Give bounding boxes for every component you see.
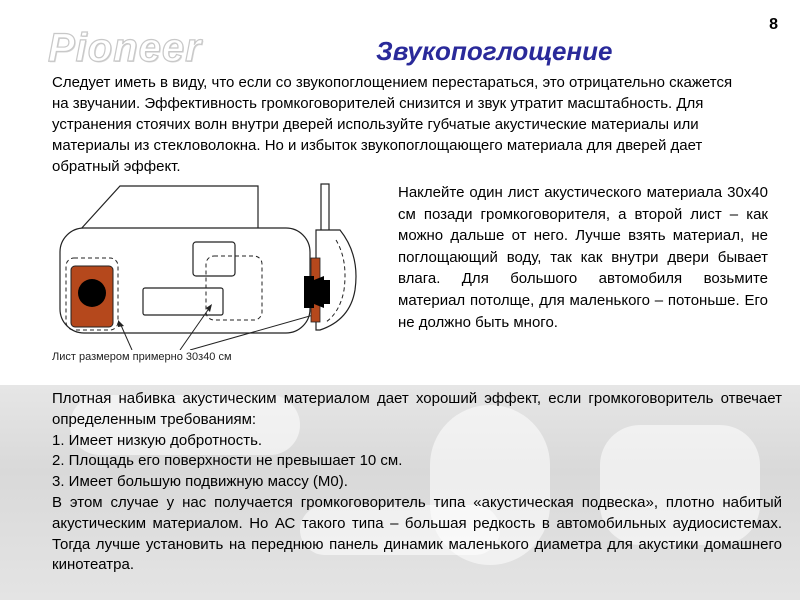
speaker-icon — [78, 279, 106, 307]
door-top-edge — [80, 186, 258, 230]
requirements-intro: Плотная набивка акустическим материалом дает хороший эффект, если громкоговоритель отвечает определенным требованиям: — [52, 390, 782, 428]
bottom-section — [52, 389, 782, 576]
conclusion-paragraph: В этом случае у нас получается громкоговоритель типа «акустическая подвеска», плотно набитый акустическим материалом. Но АС такого типа – большая редкость в автомобильных аудиосистемах. Тогда лучше установить на переднюю панель динамик маленького диаметра для акустики домашнего кинотеатра. — [52, 493, 782, 574]
intro-paragraph: Следует иметь в виду, что если со звукопоглощением перестараться, это отрицательно скажется на звучании. Эффективность громкоговорителей снизится и звук утратит масштабность. Для устранения стоячих волн внутри дверей используйте губчатые акустические материалы или материалы из стекловолокна. Но и избыток звукопоглощающего материала для дверей дает обратный эффект. — [52, 74, 733, 175]
page-title: Звукопоглощение — [376, 36, 613, 66]
requirement-item-3: 3. Имеет большую подвижную массу (М0). — [52, 473, 348, 491]
page-number: 8 — [769, 16, 778, 33]
requirement-item-2: 2. Площадь его поверхности не превышает 10 см. — [52, 452, 403, 470]
door-diagram — [40, 180, 370, 350]
diagram-caption: Лист размером примерно 30з40 см — [52, 351, 232, 363]
side-view-speaker-icon — [304, 276, 314, 308]
side-paragraph: Наклейте один лист акустического материала 30х40 см позади громкоговорителя, а второй лист – как можно дальше от него. Лучше взять материал, не поглощающий воду, так как внутри двери бывает влага. Для большого автомобиля возьмите материал потолще, для маленького – потоньше. Его не должно быть много. — [398, 184, 768, 331]
requirement-item-1: 1. Имеет низкую добротность. — [52, 431, 263, 449]
pioneer-logo: Pioneer — [48, 26, 202, 70]
